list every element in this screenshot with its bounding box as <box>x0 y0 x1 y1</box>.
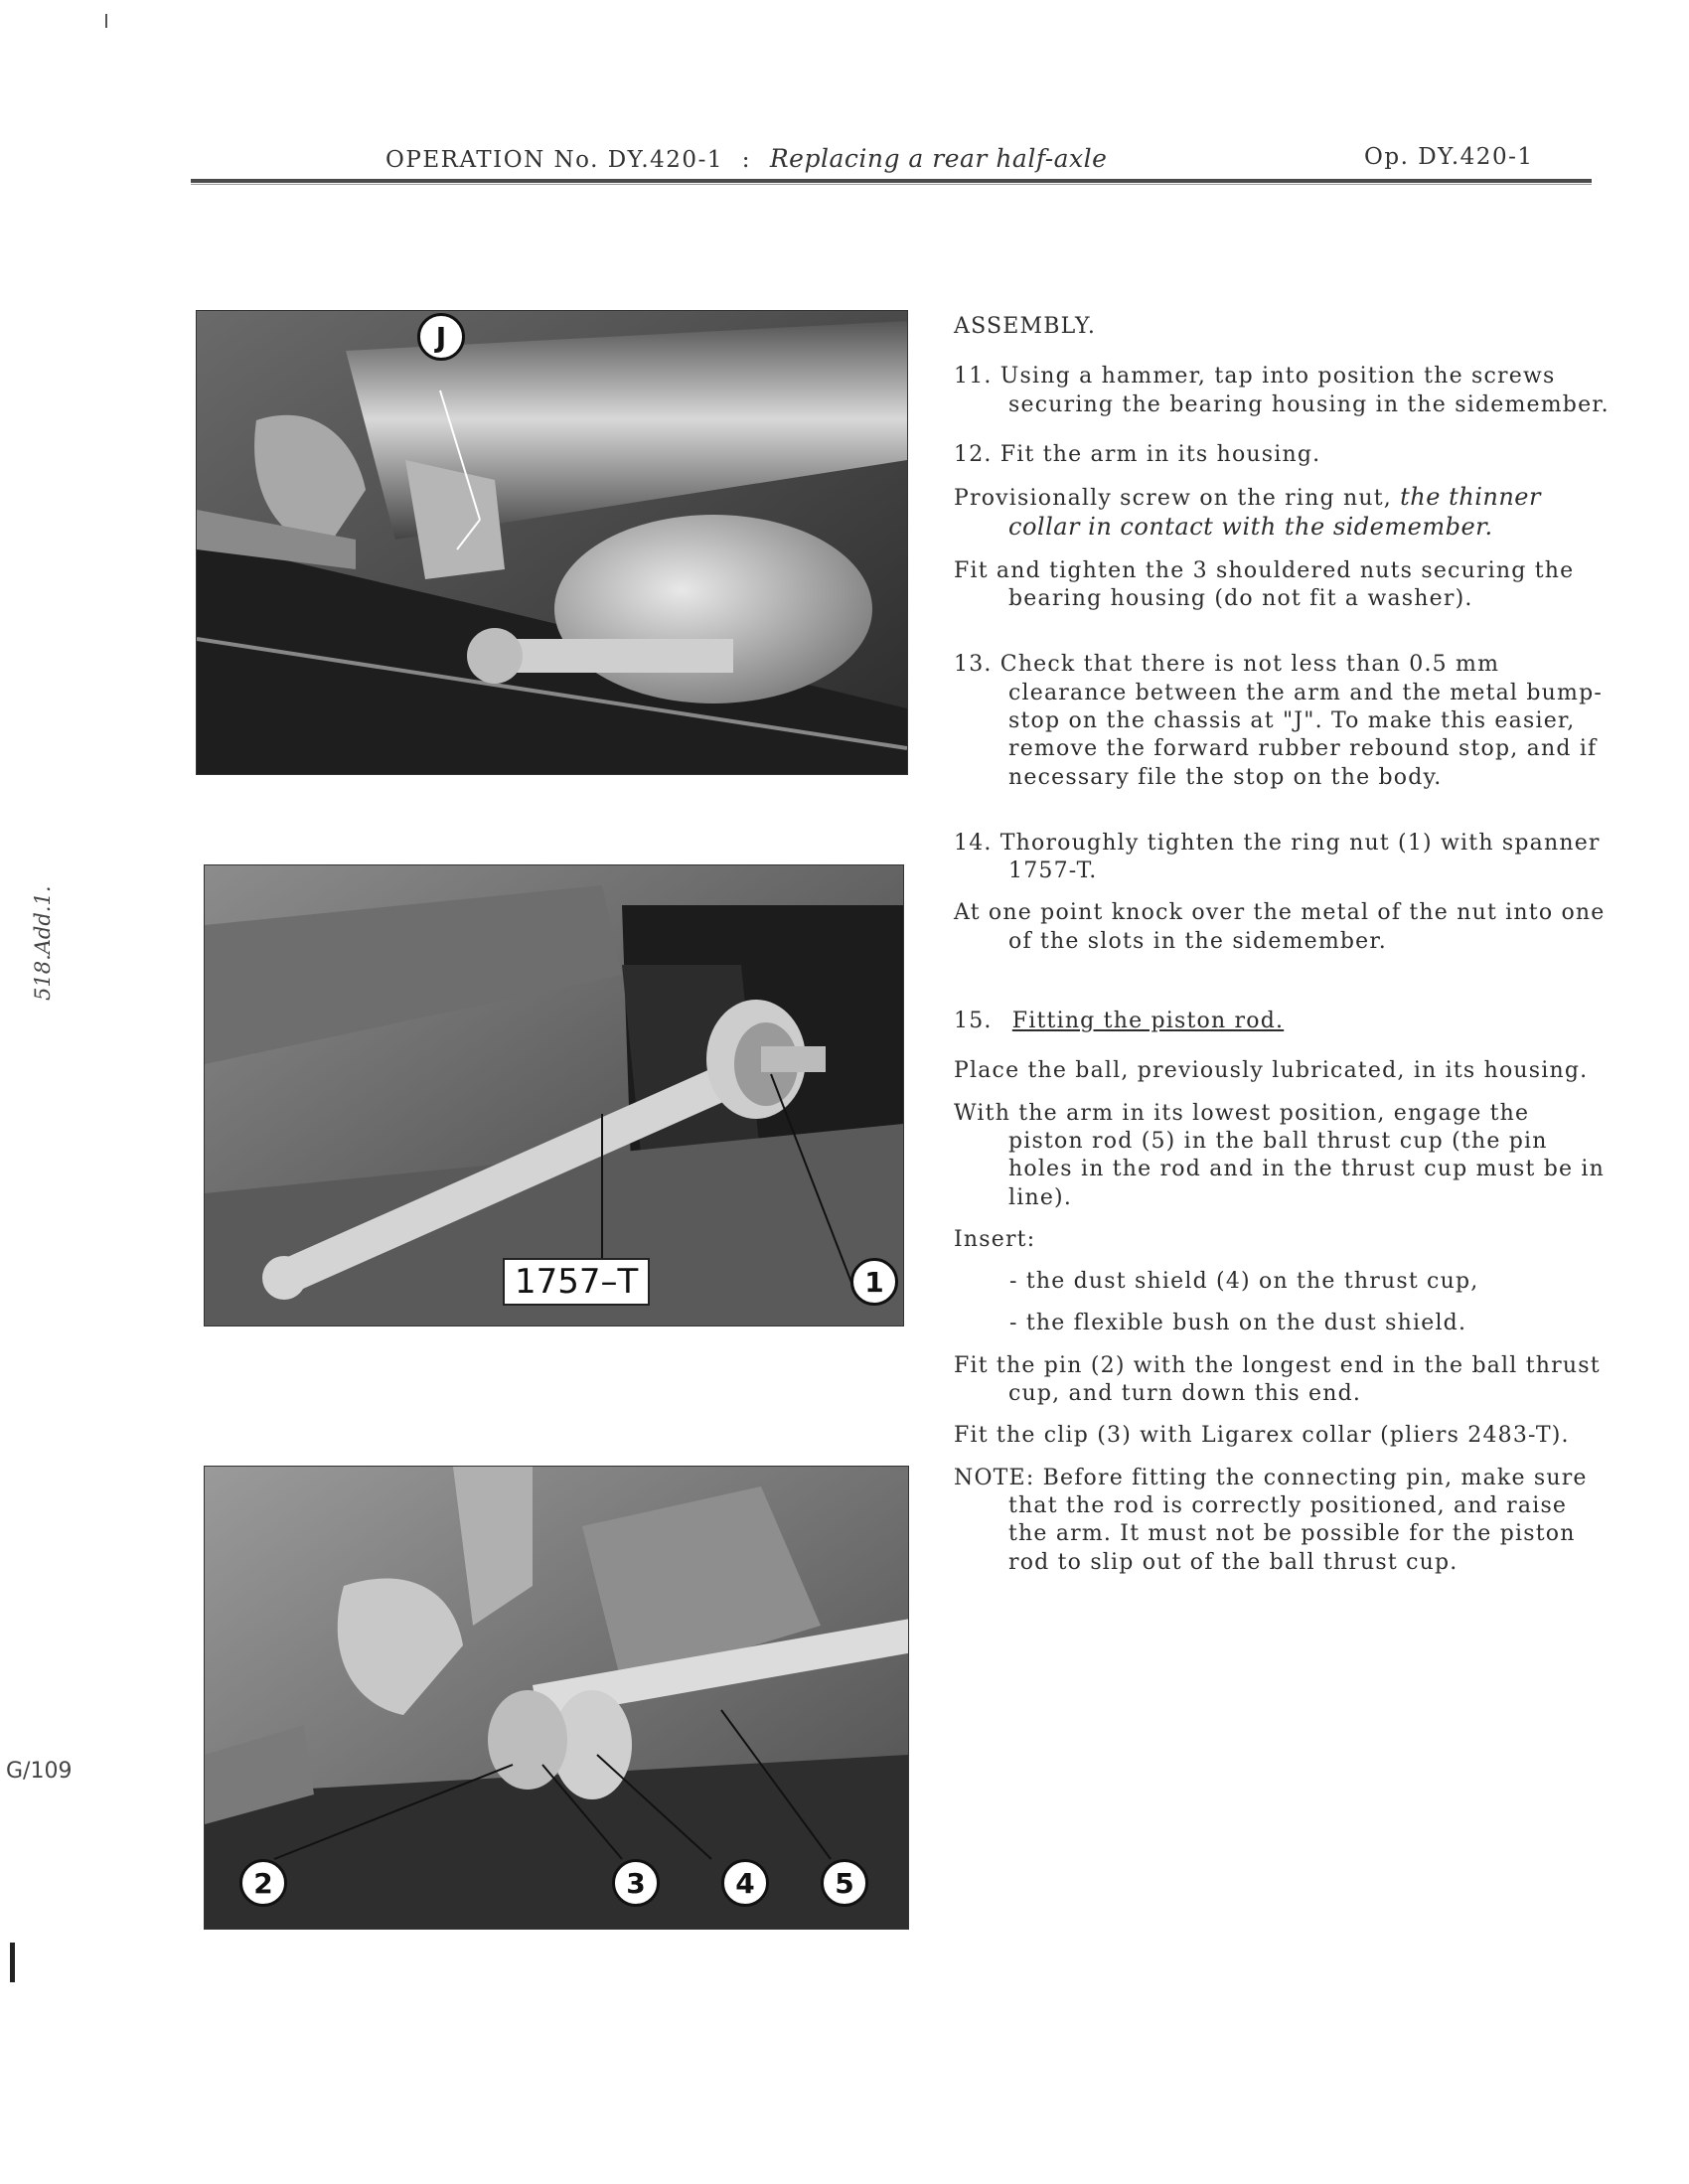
operation-title: Replacing a rear half-axle <box>769 144 1108 173</box>
insert-item-dust-shield: - the dust shield (4) on the thrust cup, <box>1009 1269 1479 1295</box>
callout-3: 3 <box>612 1859 660 1907</box>
op-code: Op. DY.420-1 <box>1364 144 1534 170</box>
section-heading: ASSEMBLY. <box>954 314 1097 339</box>
callout-4: 4 <box>721 1859 769 1907</box>
callout-2: 2 <box>239 1859 287 1907</box>
step-15-number: 15. <box>954 1009 993 1034</box>
insert-label: Insert: <box>954 1226 1036 1252</box>
step-15-heading <box>954 1008 1610 1035</box>
document-reference: 518.Add.1. <box>31 885 55 1001</box>
figure-3-photo <box>204 1466 909 1930</box>
tool-label-1757t: 1757–T <box>503 1258 650 1306</box>
step-12: 12. Fit the arm in its housing. <box>954 441 1321 467</box>
figure-3-illustration <box>205 1467 908 1929</box>
step-15-fit-pin: Fit the pin (2) with the longest end in the ball thrust cup, and turn down this end. <box>954 1352 1601 1407</box>
step-15-engage-rod: With the arm in its lowest position, engage the piston rod (5) in the ball thrust cup (the pin holes in the rod and in the thrust cup must be in line). <box>954 1100 1606 1210</box>
step-12-ring-nut-emphasis: the thinner collar in contact with the sidemember. <box>1008 483 1541 542</box>
step-14: 14. Thoroughly tighten the ring nut (1) with spanner 1757-T. <box>954 830 1601 884</box>
page-header <box>385 144 1107 173</box>
figure-2-photo <box>204 864 904 1326</box>
page-reference: G/109 <box>6 1759 73 1784</box>
header-rule-thin <box>191 184 1592 185</box>
step-12-ring-nut-text: Provisionally screw on the ring nut, <box>954 486 1401 512</box>
scan-edge-bar <box>10 1943 15 1982</box>
step-15-fit-clip: Fit the clip (3) with Ligarex collar (pliers 2483-T). <box>954 1423 1570 1449</box>
step-13: 13. Check that there is not less than 0.5 mm clearance between the arm and the metal bump-stop on the chassis at "J". To make this easier, remove the forward rubber rebound stop, and if necessary file the stop on the body. <box>954 652 1603 790</box>
callout-1: 1 <box>850 1258 898 1306</box>
step-12-ring-nut <box>954 483 1610 544</box>
callout-5: 5 <box>821 1859 868 1907</box>
header-separator: : <box>741 147 752 173</box>
figure-2-illustration <box>205 865 903 1326</box>
step-14-knock-over: At one point knock over the metal of the nut into one of the slots in the sidemember. <box>954 900 1606 954</box>
note: NOTE: Before fitting the connecting pin, make sure that the rod is correctly positioned, and raise the arm. It must not be possible for the piston rod to slip out of the ball thrust cup. <box>954 1465 1588 1575</box>
step-12-shouldered-nuts: Fit and tighten the 3 shouldered nuts securing the bearing housing (do not fit a washer). <box>954 557 1575 612</box>
header-rule <box>191 179 1592 183</box>
step-15-place-ball: Place the ball, previously lubricated, in its housing. <box>954 1058 1589 1084</box>
step-15-title: Fitting the piston rod. <box>1011 1009 1285 1034</box>
callout-j: J <box>417 313 465 361</box>
figure-1-photo <box>196 310 908 775</box>
text-column <box>954 313 1610 1577</box>
figure-1-illustration <box>197 311 907 774</box>
insert-item-flexible-bush: - the flexible bush on the dust shield. <box>1009 1311 1467 1336</box>
step-11: 11. Using a hammer, tap into position the screws securing the bearing housing in the sidemember. <box>954 364 1610 417</box>
scan-tick-mark <box>105 14 107 28</box>
operation-label: OPERATION No. DY.420-1 <box>385 147 723 173</box>
